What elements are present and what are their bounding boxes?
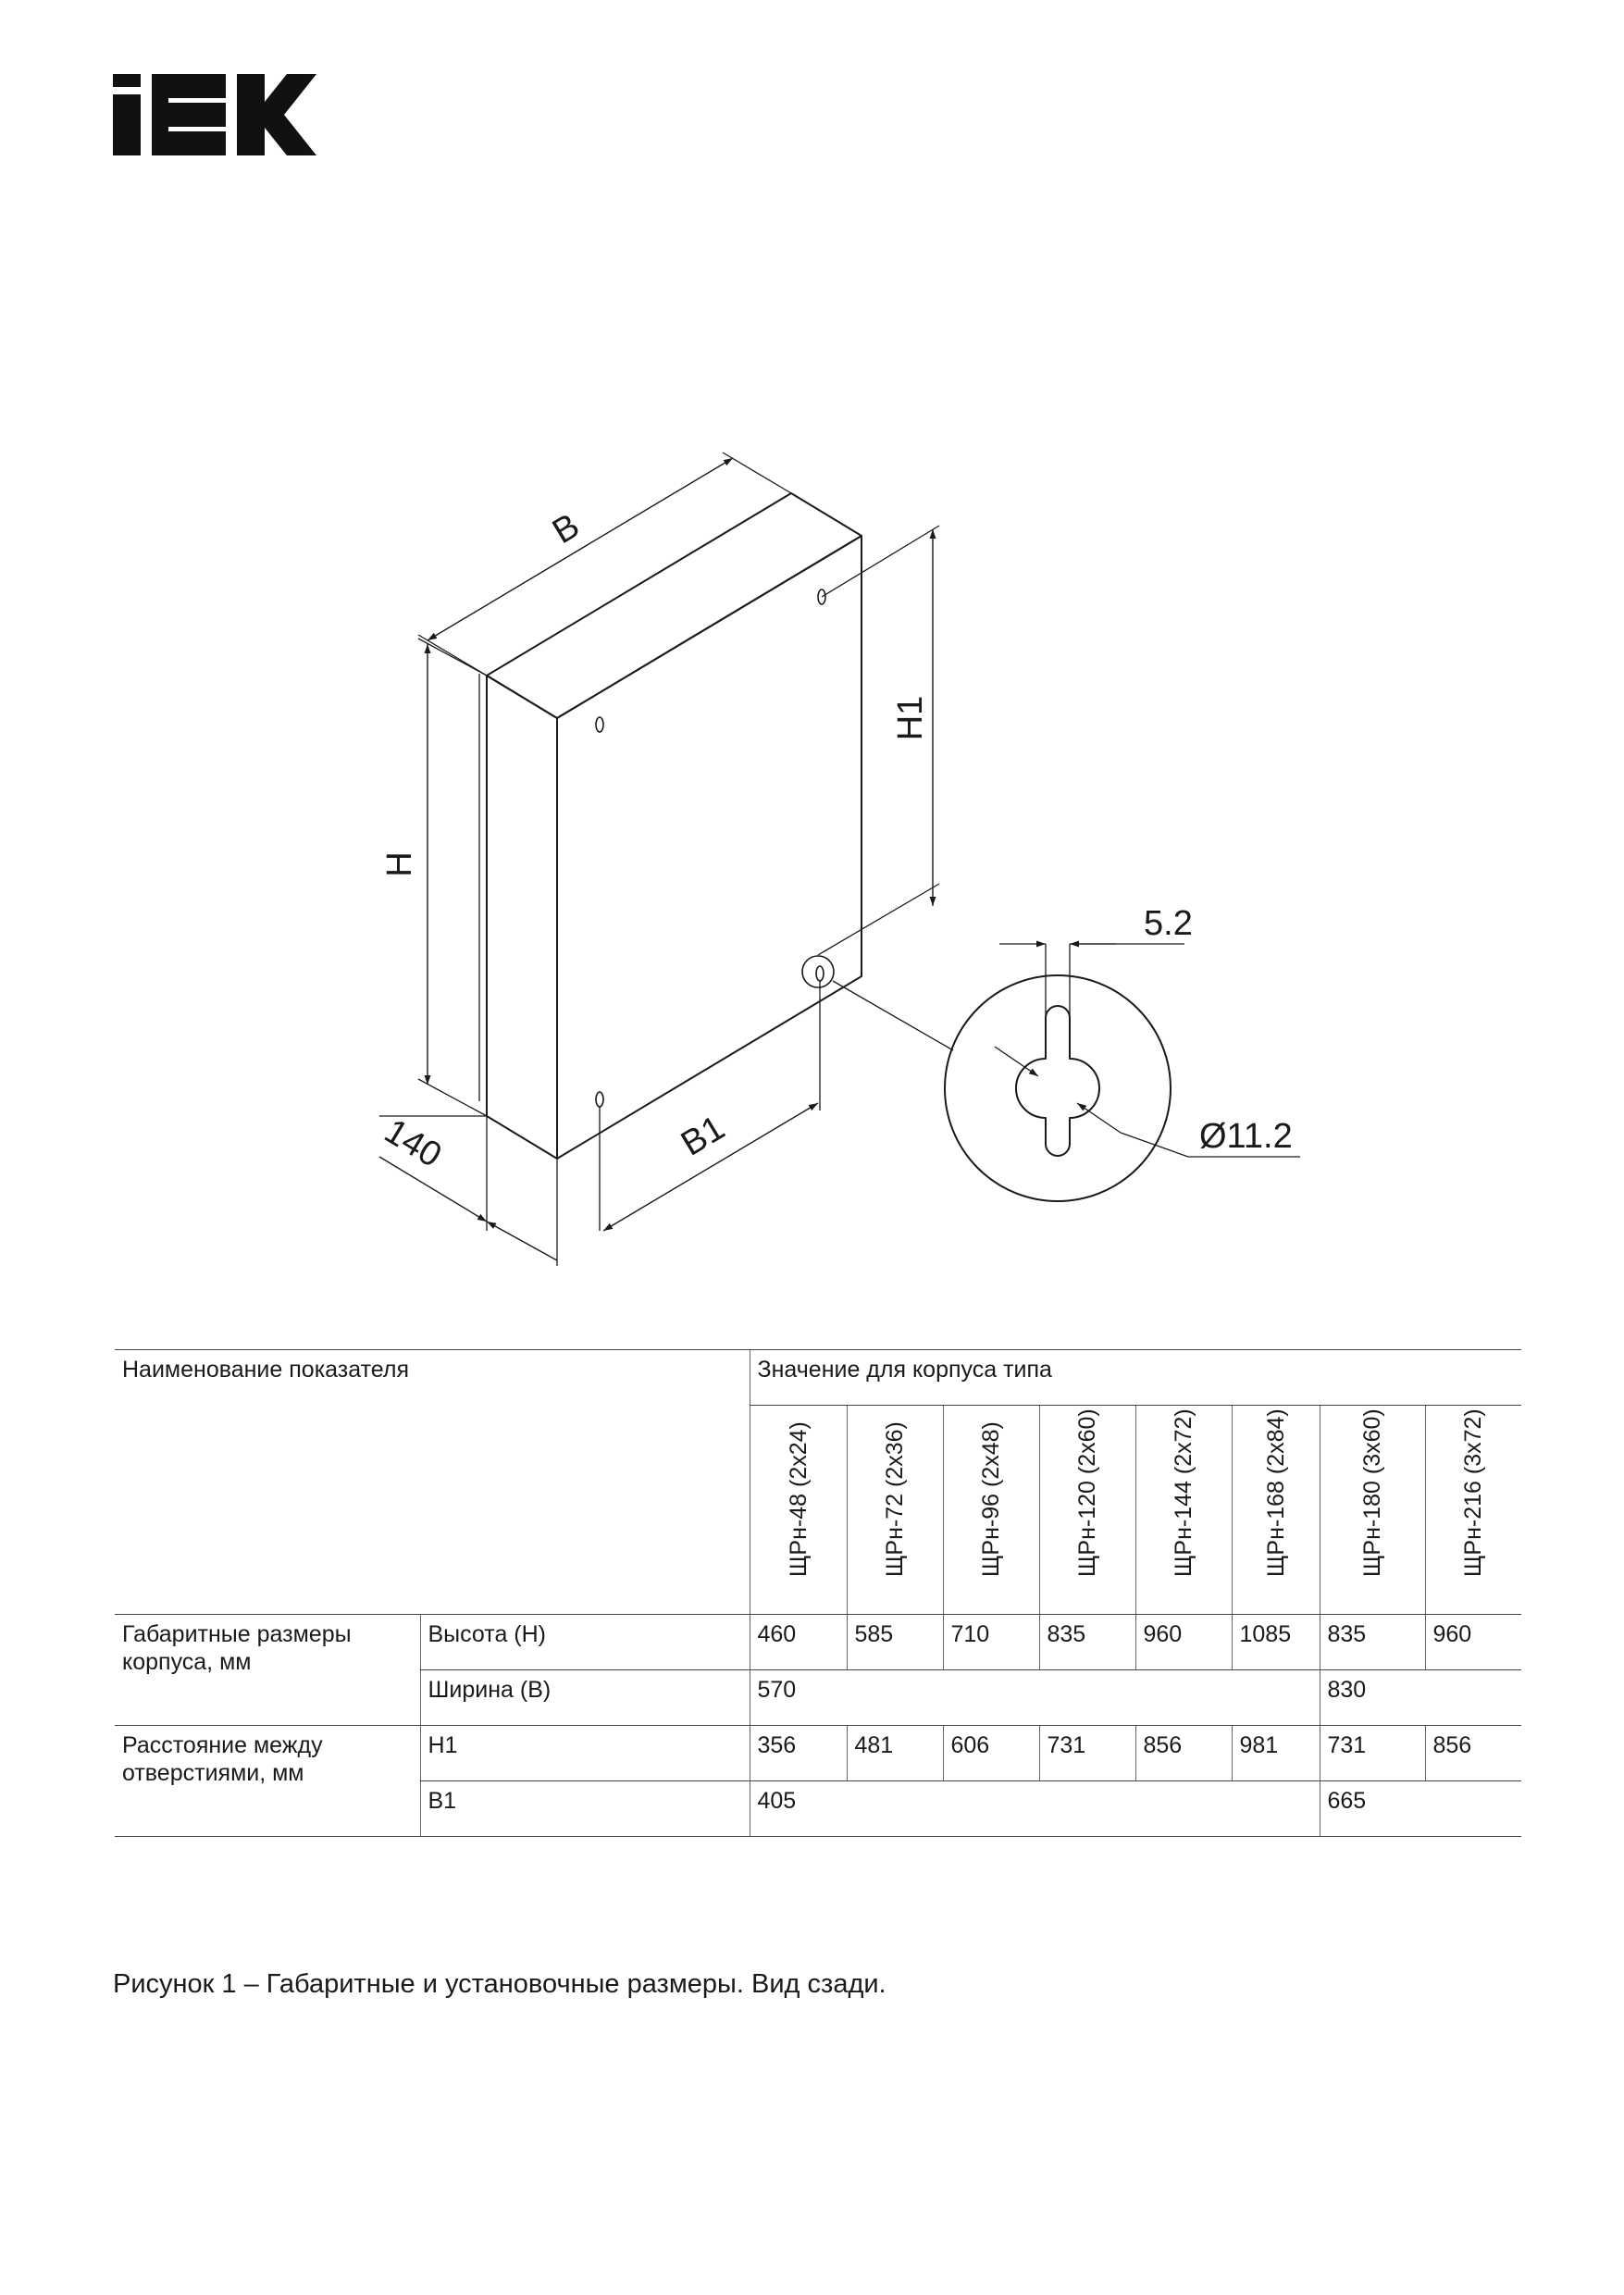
cell: 835 (1039, 1615, 1135, 1670)
label-slot-width: 5.2 (1144, 904, 1193, 943)
cell: 1085 (1232, 1615, 1320, 1670)
cell: 856 (1425, 1726, 1521, 1781)
figure-caption: Рисунок 1 – Габаритные и установочные размеры. Вид сзади. (113, 1969, 886, 1999)
label-depth: 140 (378, 1111, 449, 1176)
table-row (115, 1726, 1521, 1781)
row-name: H1 (420, 1726, 750, 1781)
cell: 606 (943, 1726, 1039, 1781)
cell: 570 (750, 1670, 1320, 1726)
cell: 710 (943, 1615, 1039, 1670)
row-name: B1 (420, 1781, 750, 1837)
cell: 830 (1320, 1670, 1521, 1726)
type-header: ЩРн-96 (2х48) (943, 1406, 1039, 1615)
table-row (115, 1615, 1521, 1670)
type-header: ЩРн-216 (3х72) (1425, 1406, 1521, 1615)
label-width-b: B (546, 506, 587, 552)
dimensions-table (115, 1349, 1521, 1837)
keyhole-detail (945, 944, 1300, 1201)
cell: 405 (750, 1781, 1320, 1837)
extension-lines (379, 453, 939, 1266)
cell: 731 (1039, 1726, 1135, 1781)
cell: 460 (750, 1615, 847, 1670)
group-label: Расстояние между отверстиями, мм (115, 1726, 420, 1837)
header-value: Значение для корпуса типа (750, 1350, 1521, 1406)
type-header: ЩРн-48 (2х24) (750, 1406, 847, 1615)
cell: 835 (1320, 1615, 1425, 1670)
cell: 856 (1135, 1726, 1232, 1781)
cell: 981 (1232, 1726, 1320, 1781)
cell: 356 (750, 1726, 847, 1781)
header-param: Наименование показателя (115, 1350, 750, 1615)
type-header: ЩРн-168 (2х84) (1232, 1406, 1320, 1615)
dimension-lines (379, 458, 933, 1260)
label-hole-width-b1: B1 (675, 1108, 732, 1164)
cell: 960 (1135, 1615, 1232, 1670)
enclosure-outline (479, 493, 862, 1159)
row-name: Ширина (B) (420, 1670, 750, 1726)
type-header: ЩРн-72 (2х36) (847, 1406, 943, 1615)
cell: 585 (847, 1615, 943, 1670)
label-hole-diameter: Ø11.2 (1199, 1117, 1293, 1156)
type-header: ЩРн-120 (2х60) (1039, 1406, 1135, 1615)
cell: 665 (1320, 1781, 1521, 1837)
label-height-h: H (380, 851, 419, 877)
type-header: ЩРн-144 (2х72) (1135, 1406, 1232, 1615)
cell: 731 (1320, 1726, 1425, 1781)
cell: 960 (1425, 1615, 1521, 1670)
mounting-slots (596, 589, 834, 1107)
label-hole-height-h1: H1 (891, 695, 930, 741)
row-name: Высота (H) (420, 1615, 750, 1670)
type-header: ЩРн-180 (3х60) (1320, 1406, 1425, 1615)
group-label: Габаритные размеры корпуса, мм (115, 1615, 420, 1726)
cell: 481 (847, 1726, 943, 1781)
